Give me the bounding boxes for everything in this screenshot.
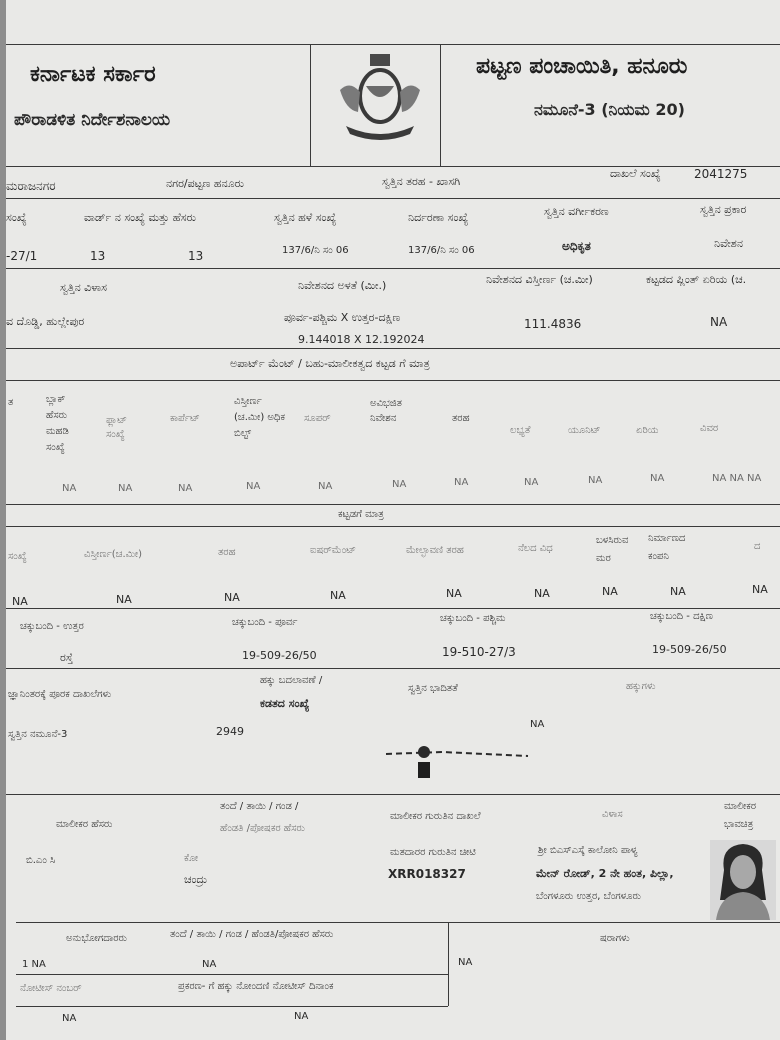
rule — [448, 922, 449, 1006]
owner-name: ಬಿ.ಎಂ ಸಿ — [26, 855, 56, 866]
stamp-mark-icon — [382, 742, 532, 782]
panchayat-title: ಪಟ್ಟಣ ಪಂಚಾಯಿತಿ, ಹನೂರು — [476, 54, 688, 79]
old-property-no: 137/6/ನಿ ಸಂ 06 — [282, 245, 349, 256]
col-header: ನಿವೇಶನದ ವಿಸ್ತೀರ್ಣ (ಚ.ಮೀ) — [486, 273, 593, 286]
rule — [16, 974, 448, 975]
col-header: ನಿವೇಶನದ ಅಳತೆ (ಮೀ.) — [298, 279, 387, 292]
rule — [6, 794, 780, 795]
boundary-label: ಚಕ್ಕುಬಂದಿ - ಪಶ್ಚಿಮ — [440, 613, 506, 624]
cell-value: NA NA NA — [712, 473, 762, 484]
rule — [6, 380, 780, 381]
rule — [6, 608, 780, 609]
col-header: ತರಹ — [452, 413, 470, 424]
col-header: ಸ್ವತ್ತಿನ ಪ್ರಕಾರ — [700, 203, 747, 216]
boundary-value: 19-509-26/50 — [242, 649, 317, 662]
cell-value: NA — [524, 477, 539, 488]
cell-value: NA — [224, 591, 240, 604]
col-header: ಕಾರ್ಪೆಟ್ — [170, 413, 200, 424]
rule — [16, 922, 780, 923]
deed-number: 2949 — [216, 725, 244, 738]
owner-col-header: ಮಾಲೀಕರ ಹೆಸರು — [56, 819, 113, 830]
owner-col-header: ತಂದೆ / ತಾಯಿ / ಗಂಡ / — [220, 801, 299, 812]
section-title: ಕಟ್ಟಡಗೆ ಮಾತ್ರ — [338, 509, 384, 520]
enjoyment-col-header: ಷರಾಗಳು — [600, 933, 630, 944]
owner-col-header: ಮಾಲೀಕರ ಗುರುತಿನ ದಾಖಲೆ — [390, 811, 481, 822]
boundary-label: ಚಕ್ಕುಬಂದಿ - ಪೂರ್ವ — [232, 617, 298, 628]
owner-photo — [710, 840, 776, 920]
rule — [440, 44, 441, 166]
cell-value: NA — [670, 585, 686, 598]
cell-value: NA — [62, 483, 77, 494]
entry-no-label: ದಾಖಲೆ ಸಂಖ್ಯೆ — [610, 167, 661, 180]
section-title: ಅಪಾರ್ಟ್ ಮೆಂಟ್ / ಬಹು-ಮಾಲೀಕತ್ವದ ಕಟ್ಟಡ ಗೆ ಮಾತ್ರ — [230, 357, 430, 370]
form-title: ನಮೂನೆ-3 (ನಿಯಮ 20) — [534, 100, 685, 119]
cell-value: NA — [330, 589, 346, 602]
col-header: ಕಟ್ಟಡದ ಪ್ಲಿಂತ್ ಏರಿಯ (ಚ. — [646, 273, 747, 286]
rule — [310, 44, 311, 166]
col-header: ನೆಲದ ವಿಧ — [518, 543, 553, 554]
cell-value: NA — [178, 483, 193, 494]
boundary-label: ಚಕ್ಕುಬಂದಿ - ದಕ್ಷಿಣ — [650, 611, 713, 622]
col-header: ನಿರ್ಮಾಣದ ಕಂಪನಿ — [648, 533, 686, 562]
rule — [6, 668, 780, 669]
property-address: ವ ದೊಡ್ಡಿ, ಹುಲ್ಲೇಪುರ — [6, 315, 85, 328]
enjoyment-col-header: ಅನುಭೋಗದಾರರು — [66, 933, 127, 944]
owner-address-line: ಬೆಂಗಳೂರು ಉತ್ತರ, ಬೆಂಗಳೂರು — [536, 891, 641, 902]
notice-col-header: ಪ್ರಕರಣ- ಗೆ ಹಕ್ಕು ನೋಂದಣಿ ನೋಟೀಸ್ ದಿನಾಂಕ — [178, 981, 334, 992]
col-header: ಏರಿಯ — [636, 425, 659, 436]
dimensions: 9.144018 X 12.192024 — [298, 333, 425, 346]
rule — [6, 44, 780, 45]
boundary-value: 19-509-26/50 — [652, 643, 727, 656]
relation-prefix: ಕೋ — [184, 853, 199, 864]
rule — [6, 268, 780, 269]
rights-col-header: ಹಕ್ಕುಗಳು — [626, 681, 656, 692]
classification: ಅಧಿಕೃತ — [562, 239, 591, 253]
owner-address-line: ಶ್ರೀ ಬಿಎಸ್ಎಸ್ಕೆ ಕಾಲೋನಿ ಪಾಳ್ಯ — [538, 845, 638, 856]
site-area: 111.4836 — [524, 317, 582, 331]
owner-address-line: ಮೇನ್ ರೋಡ್, 2 ನೇ ಹಂತ, ಪಿಲ್ಲಾ, — [536, 867, 674, 880]
owner-col-header: ಹೆಂಡತಿ /ಪೋಷಕರ ಹೆಸರು — [220, 823, 305, 834]
cell-value: NA — [246, 481, 261, 492]
col-header: ಬಳಸಿರುವ ಮರ — [596, 535, 629, 564]
rights-col-header: ಹಕ್ಕು ಬದಲಾವಣೆ / — [260, 675, 323, 686]
notice-number: NA — [62, 1013, 77, 1024]
rights-col-header: ಸ್ವತ್ತಿನ ಭಾದಿತತೆ — [408, 683, 458, 694]
remarks-value: NA — [458, 957, 473, 968]
ward-name: 13 — [188, 249, 204, 263]
col-header: ಲಭ್ಯತೆ — [510, 425, 531, 436]
cell-value: NA — [118, 483, 133, 494]
cell-value: NA — [588, 475, 603, 486]
rule — [6, 348, 780, 349]
cell-value: NA — [116, 593, 132, 606]
notice-date: NA — [294, 1011, 309, 1022]
state-emblem-icon — [332, 50, 428, 146]
cell-value: NA — [446, 587, 462, 600]
rule — [6, 198, 780, 199]
cell-value: NA — [602, 585, 618, 598]
col-header: ಯೂನಿಟ್ — [568, 425, 601, 436]
cell-value: NA — [534, 587, 550, 600]
rule — [6, 504, 780, 505]
rule — [6, 526, 780, 527]
col-header: ವಿಸ್ತೀರ್ಣ(ಚ.ಮೀ) — [84, 549, 143, 560]
rule — [6, 166, 780, 167]
rights-col-header: ಕಡತದ ಸಂಖ್ಯೆ — [260, 697, 310, 710]
col-header: ಫ್ಲಾಟ್ ಸಂಖ್ಯೆ — [106, 415, 127, 440]
directorate-title: ಪೌರಾಡಳಿತ ನಿರ್ದೇಶನಾಲಯ — [14, 110, 171, 130]
boundary-value: ರಸ್ತೆ — [60, 651, 74, 664]
cell-value: NA — [454, 477, 469, 488]
col-header: ಮೇಲ್ಛಾವಣಿ ತರಹ — [406, 545, 464, 556]
cell-value: NA — [650, 473, 665, 484]
voter-id: XRR018327 — [388, 867, 466, 881]
rule — [16, 1006, 448, 1007]
cell-value: NA — [12, 595, 28, 608]
district: ಮರಾಜನಗರ — [6, 179, 56, 193]
col-header: ಸಂಖ್ಯೆ — [8, 551, 27, 562]
supporting-doc: ಸ್ವತ್ತಿನ ನಮೂನೆ-3 — [8, 729, 68, 740]
document-page — [6, 0, 780, 1040]
rights-col-header: ಜ್ಞಾನಿಂತರಕ್ಕೆ ಪೂರಕ ದಾಖಲೆಗಳು — [8, 689, 112, 700]
town: ನಗರ/ಪಟ್ಟಣ ಹನೂರು — [166, 177, 244, 190]
col-header: ಸ್ವತ್ತಿನ ಹಳೆ ಸಂಖ್ಯೆ — [274, 211, 337, 224]
ward-no: 13 — [90, 249, 106, 263]
owner-col-header: ಮಾಲೀಕರ ಭಾವಚಿತ್ರ — [724, 801, 757, 830]
cell-value: NA — [752, 583, 768, 596]
enjoyment-col-header: ತಂದೆ / ತಾಯಿ / ಗಂಡ / ಹೆಂಡತಿ/ಪೋಷಕರ ಹೆಸರು — [170, 929, 334, 940]
col-header: ಸ್ವತ್ತಿನ ವರ್ಗೀಕರಣ — [544, 205, 609, 218]
voter-id-label: ಮತದಾರರ ಗುರುತಿನ ಚೀಟಿ — [390, 847, 476, 858]
property-no: -27/1 — [6, 249, 38, 263]
boundary-value: 19-510-27/3 — [442, 645, 516, 659]
plinth-area: NA — [710, 315, 728, 329]
cell-value: NA — [392, 479, 407, 490]
col-header: ವಿಸ್ತೀರ್ಣ (ಚ.ಮೀ) ಅಧಿಕ ಬಿಲ್ಟ್ — [234, 396, 285, 439]
liability-value: NA — [530, 719, 545, 730]
entry-no: 2041275 — [694, 167, 748, 181]
col-header: ಅವಿಭಜಿತ ನಿವೇಶನ — [370, 398, 402, 424]
col-header: ತ — [8, 397, 14, 408]
property-kind: ನಿವೇಶನ — [714, 237, 743, 250]
col-header: ನಿರ್ದರಣಾ ಸಂಖ್ಯೆ — [408, 211, 469, 224]
col-header: ಸ್ವತ್ತಿನ ವಿಳಾಸ — [60, 281, 107, 294]
col-header: ವಾರ್ಡ್ ನ ಸಂಖ್ಯೆ ಮತ್ತು ಹೆಸರು — [84, 211, 196, 224]
dimension-label: ಪೂರ್ವ-ಪಶ್ಚಿಮ X ಉತ್ತರ-ದಕ್ಷಿಣ — [284, 311, 401, 324]
cell-value: NA — [318, 481, 333, 492]
col-header: ಸೂಪರ್ — [304, 413, 331, 424]
col-header: ಬ್ಲಾಕ್ ಹೆಸರು ಮಹಡಿ ಸಂಖ್ಯೆ — [46, 394, 69, 453]
notice-col-header: ನೋಟೀಸ್ ನಂಬರ್ — [20, 983, 82, 994]
relation-name: ಚಂದ್ರು — [184, 873, 208, 886]
property-type: ಸ್ವತ್ತಿನ ತರಹ - ಖಾಸಗಿ — [382, 175, 461, 188]
col-header: ಸಂಖ್ಯೆ — [6, 211, 27, 224]
col-header: ದ — [754, 541, 761, 552]
owner-col-header: ವಿಳಾಸ — [602, 809, 623, 820]
enjoyment-relation: NA — [202, 959, 217, 970]
govt-title: ಕರ್ನಾಟಕ ಸರ್ಕಾರ — [30, 62, 156, 87]
col-header: ವಿವರ — [700, 423, 719, 434]
enjoyment-holder: 1 NA — [22, 959, 46, 970]
assessment-no: 137/6/ನಿ ಸಂ 06 — [408, 245, 475, 256]
col-header: ಐಷರ್‌ಮೆಂಟ್ — [310, 545, 356, 556]
col-header: ತರಹ — [218, 547, 236, 558]
boundary-label: ಚಕ್ಕುಬಂದಿ - ಉತ್ತರ — [20, 621, 84, 632]
